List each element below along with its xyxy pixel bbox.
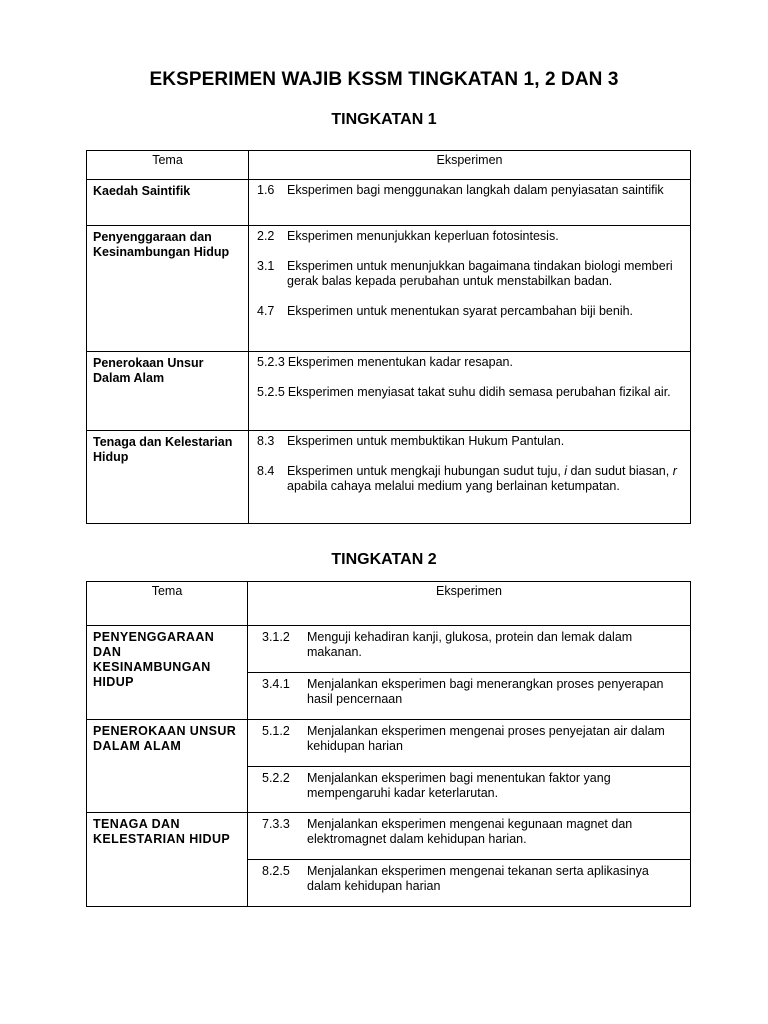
- experiment-number: 5.2.2: [262, 771, 290, 785]
- tema-cell: Kaedah Saintifik: [87, 180, 249, 226]
- experiment-item: [257, 259, 684, 289]
- experiment-item: [262, 771, 682, 801]
- experiment-text: Eksperimen menentukan kadar resapan.: [287, 355, 513, 369]
- table-row: [87, 180, 691, 226]
- experiment-item: [257, 229, 684, 244]
- experiment-item: [262, 630, 682, 660]
- eksperimen-cell: [248, 673, 691, 720]
- table-header-row: [87, 582, 691, 626]
- eksperimen-cell: [248, 860, 691, 907]
- experiment-number: 5.1.2: [262, 724, 290, 738]
- experiment-number: 3.1.2: [262, 630, 290, 644]
- document-title: EKSPERIMEN WAJIB KSSM TINGKATAN 1, 2 DAN 3: [149, 69, 619, 90]
- experiment-number: 7.3.3: [262, 817, 290, 831]
- column-header-eksperimen: Eksperimen: [248, 582, 691, 626]
- table-row: [87, 813, 691, 860]
- experiment-text: Eksperimen bagi menggunakan langkah dalam penyiasatan saintifik: [287, 183, 664, 197]
- eksperimen-cell: [248, 813, 691, 860]
- experiment-item: [257, 385, 684, 400]
- column-header-tema: Tema: [87, 582, 248, 626]
- symbol-i: i: [564, 464, 568, 478]
- tingkatan-1-table: [86, 150, 691, 524]
- experiment-item: [262, 724, 682, 754]
- tingkatan-1-heading: TINGKATAN 1: [331, 111, 437, 128]
- experiment-text-part: Eksperimen untuk mengkaji hubungan sudut tuju,: [287, 464, 561, 478]
- experiment-item: [257, 434, 684, 449]
- table-header-row: [87, 151, 691, 180]
- tingkatan-2-table: [86, 581, 691, 907]
- experiment-text: Eksperimen untuk menentukan syarat percambahan biji benih.: [287, 304, 634, 318]
- eksperimen-cell: [248, 626, 691, 673]
- experiment-text: Eksperimen untuk menunjukkan bagaimana tindakan biologi memberi gerak balas kepada perubahan untuk menstabilkan badan.: [287, 259, 673, 288]
- tema-cell: Penyenggaraan dan Kesinambungan Hidup: [87, 226, 249, 352]
- column-header-tema: Tema: [87, 151, 249, 180]
- tema-cell: TENAGA DAN KELESTARIAN HIDUP: [87, 813, 248, 907]
- experiment-number: 8.3: [257, 434, 275, 448]
- experiment-text-part: dan sudut biasan,: [570, 464, 670, 478]
- experiment-text-part: apabila cahaya melalui medium yang berlainan ketumpatan.: [287, 479, 620, 493]
- tema-cell: Penerokaan Unsur Dalam Alam: [87, 352, 249, 431]
- experiment-item: [262, 817, 682, 847]
- eksperimen-cell: [249, 226, 691, 352]
- experiment-text: Menjalankan eksperimen mengenai proses penyejatan air dalam kehidupan harian: [307, 724, 665, 753]
- eksperimen-cell: [249, 431, 691, 524]
- table-row: [87, 352, 691, 431]
- experiment-text: Menjalankan eksperimen mengenai tekanan serta aplikasinya dalam kehidupan harian: [307, 864, 649, 893]
- eksperimen-cell: [249, 180, 691, 226]
- experiment-text: Menjalankan eksperimen mengenai kegunaan magnet dan elektromagnet dalam kehidupan harian.: [307, 817, 633, 846]
- experiment-text: Menjalankan eksperimen bagi menerangkan proses penyerapan hasil pencernaan: [307, 677, 664, 706]
- experiment-number: 8.4: [257, 464, 275, 478]
- eksperimen-cell: [248, 720, 691, 767]
- experiment-number: 5.2.5: [257, 385, 285, 399]
- experiment-number: 8.2.5: [262, 864, 290, 878]
- symbol-r: r: [672, 464, 677, 478]
- experiment-text: Menjalankan eksperimen bagi menentukan faktor yang mempengaruhi kadar keterlarutan.: [307, 771, 611, 800]
- experiment-number: 4.7: [257, 304, 275, 318]
- experiment-text: Menguji kehadiran kanji, glukosa, protein dan lemak dalam makanan.: [307, 630, 633, 659]
- experiment-number: 3.4.1: [262, 677, 290, 691]
- experiment-number: 2.2: [257, 229, 275, 243]
- experiment-item: [262, 677, 682, 707]
- experiment-number: 1.6: [257, 183, 275, 197]
- experiment-item: [257, 183, 684, 198]
- experiment-text: Eksperimen untuk membuktikan Hukum Pantulan.: [287, 434, 565, 448]
- experiment-item: [257, 355, 684, 370]
- tema-cell: PENYENGGARAAN DAN KESINAMBUNGAN HIDUP: [87, 626, 248, 720]
- table-row: [87, 431, 691, 524]
- tema-cell: PENEROKAAN UNSUR DALAM ALAM: [87, 720, 248, 813]
- column-header-eksperimen: Eksperimen: [249, 151, 691, 180]
- eksperimen-cell: [249, 352, 691, 431]
- experiment-item: [257, 304, 684, 319]
- experiment-text: Eksperimen menunjukkan keperluan fotosintesis.: [287, 229, 559, 243]
- tema-cell: Tenaga dan Kelestarian Hidup: [87, 431, 249, 524]
- experiment-text: [287, 464, 684, 494]
- experiment-number: 5.2.3: [257, 355, 285, 369]
- experiment-item: [262, 864, 682, 894]
- experiment-text: Eksperimen menyiasat takat suhu didih semasa perubahan fizikal air.: [287, 385, 671, 399]
- experiment-number: 3.1: [257, 259, 275, 273]
- tingkatan-2-heading: TINGKATAN 2: [331, 551, 437, 568]
- eksperimen-cell: [248, 767, 691, 813]
- table-row: [87, 226, 691, 352]
- table-row: [87, 720, 691, 767]
- experiment-item: [257, 464, 684, 494]
- table-row: [87, 626, 691, 673]
